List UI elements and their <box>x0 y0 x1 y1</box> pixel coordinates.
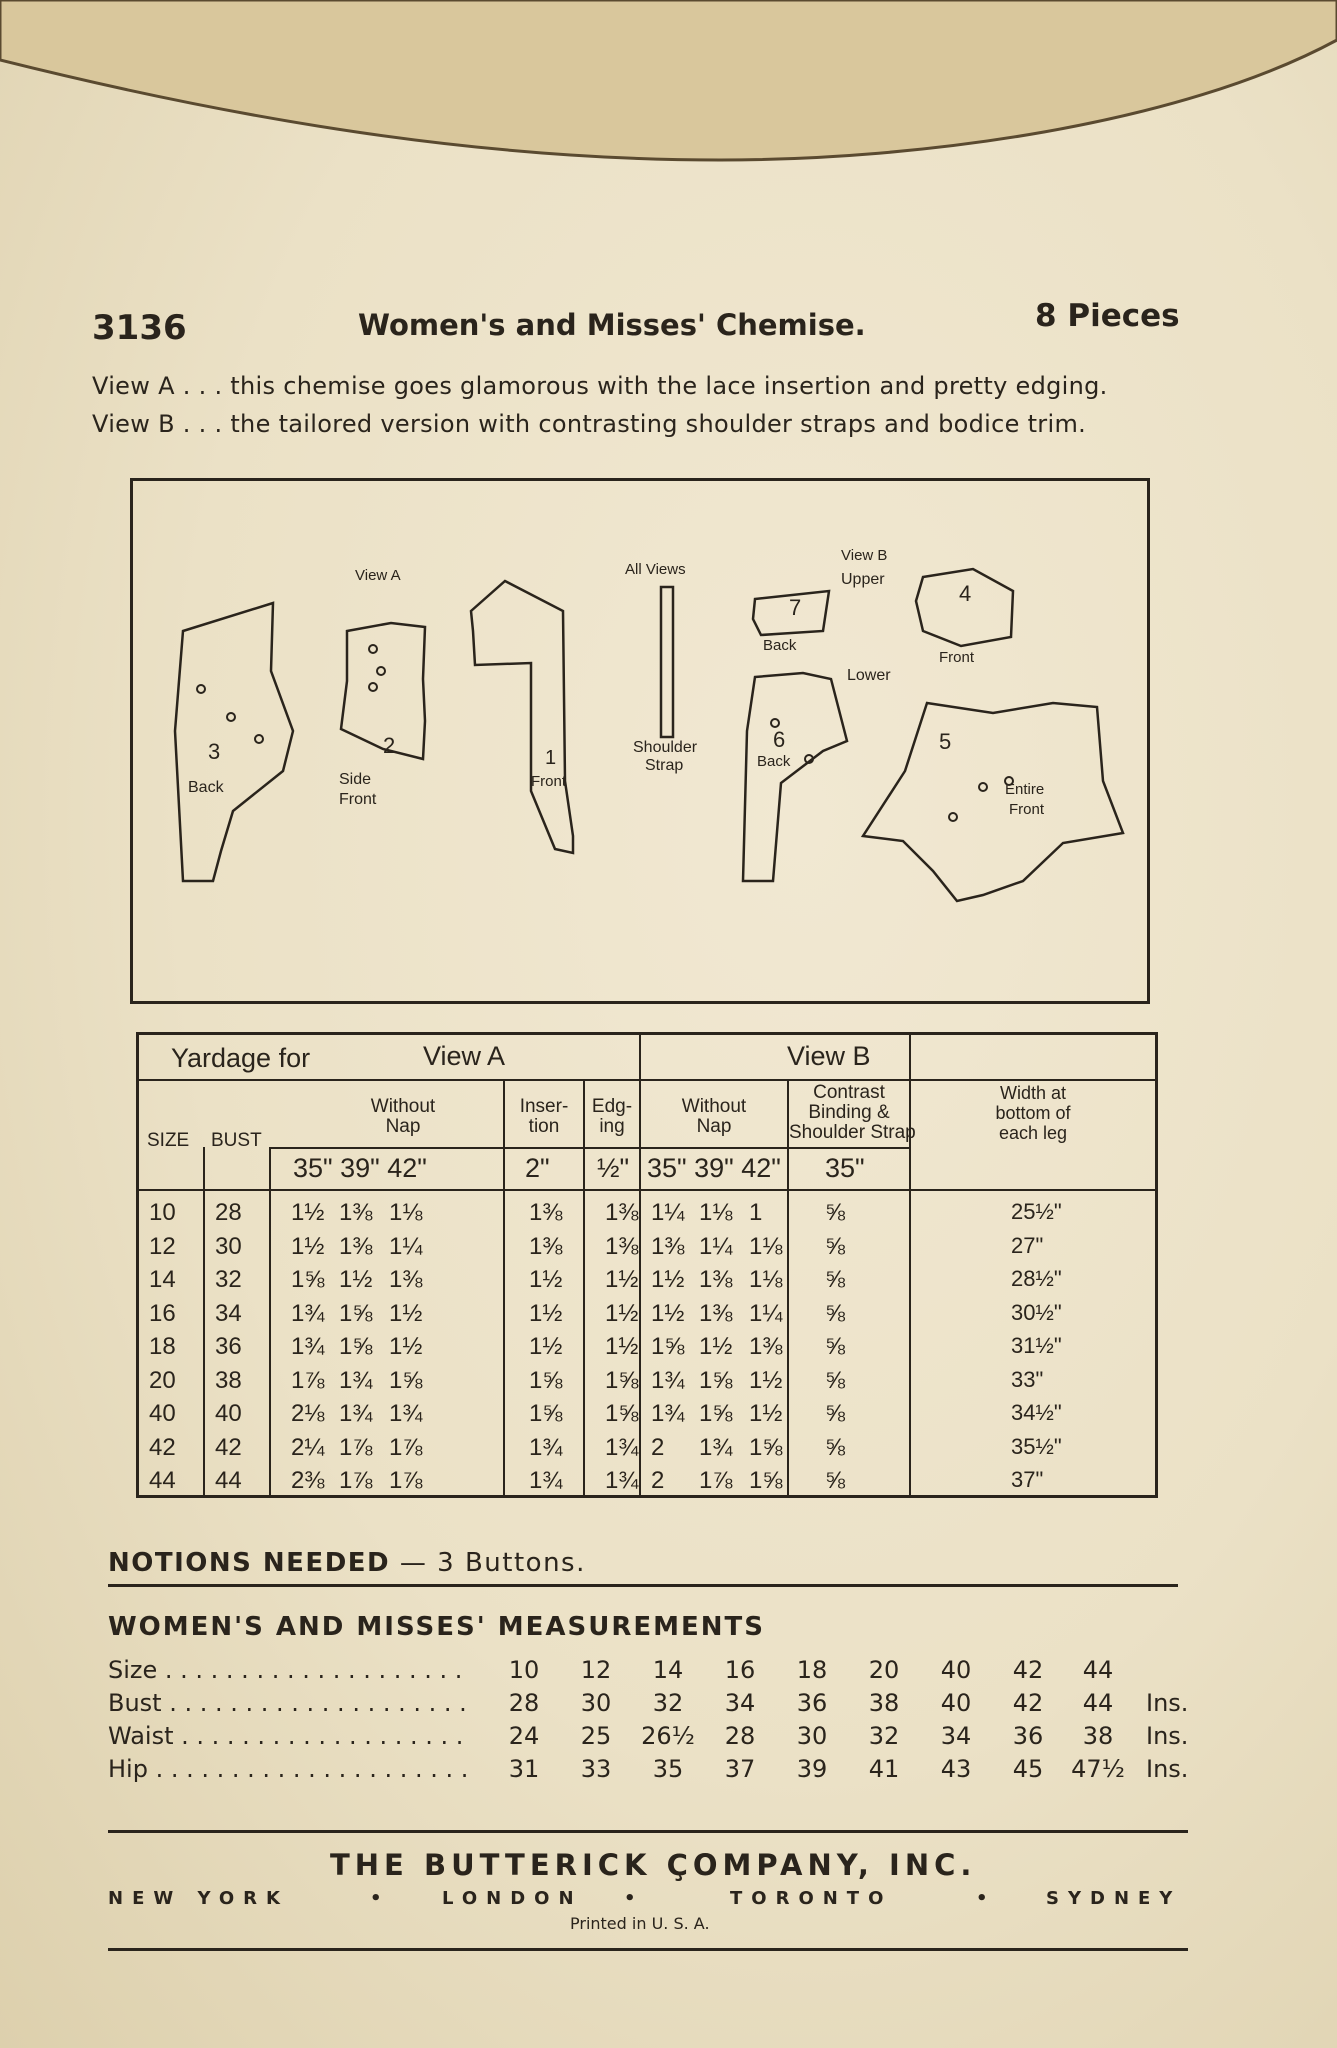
divider <box>108 1948 1188 1951</box>
view-a-heading: View A <box>423 1041 506 1071</box>
yardage-cell-va-42: 1⅝ <box>389 1366 423 1394</box>
city-toronto: TORONTO <box>730 1888 893 1909</box>
piece-1-front-shape <box>471 581 573 853</box>
yardage-cell-insertion: 1⅝ <box>529 1366 563 1394</box>
yardage-cell-leg-width: 31½" <box>1011 1333 1062 1358</box>
city-bullet: • <box>624 1888 636 1909</box>
yardage-cell-va-35: 1⅝ <box>291 1266 325 1293</box>
insertion-heading-2: tion <box>528 1116 560 1137</box>
notions-label: NOTIONS NEEDED <box>108 1548 391 1578</box>
measurement-value: 26½ <box>641 1722 695 1750</box>
yardage-cell-vb-42: 1⅝ <box>749 1467 783 1494</box>
yardage-cell-size: 20 <box>149 1366 176 1394</box>
yardage-cell-insertion: 1½ <box>529 1266 563 1293</box>
measurement-value: 40 <box>940 1656 972 1684</box>
view-a-without-nap-2: Nap <box>385 1116 421 1137</box>
yardage-cell-va-42: 1⅛ <box>389 1199 423 1226</box>
yardage-cell-va-42: 1⅞ <box>389 1467 423 1494</box>
measurement-label: Waist . . . . . . . . . . . . . . . . . . . <box>108 1722 464 1750</box>
piece-7-number: 7 <box>789 595 802 620</box>
view-b-widths: 35" 39" 42" <box>647 1153 781 1183</box>
size-heading: SIZE <box>147 1130 190 1151</box>
measurement-value: 10 <box>508 1656 540 1684</box>
yardage-cell-vb-42: 1 <box>749 1199 763 1226</box>
measurement-value: 24 <box>508 1722 540 1750</box>
yardage-cell-size: 12 <box>149 1232 176 1260</box>
measurement-value: 34 <box>940 1722 972 1750</box>
yardage-cell-contrast: ⅝ <box>825 1467 846 1494</box>
yardage-cell-leg-width: 34½" <box>1011 1400 1062 1425</box>
pattern-pieces-diagram <box>130 478 1150 1004</box>
yardage-cell-bust: 34 <box>215 1299 242 1327</box>
view-a-widths: 35" 39" 42" <box>293 1153 427 1183</box>
notch-mark <box>949 813 957 821</box>
measurement-value: 37 <box>724 1755 756 1783</box>
measurement-label: Size . . . . . . . . . . . . . . . . . . . . <box>108 1656 463 1684</box>
yardage-cell-contrast: ⅝ <box>825 1199 846 1226</box>
yardage-cell-size: 10 <box>149 1199 176 1226</box>
measurement-value: 30 <box>580 1689 612 1717</box>
piece-7-label: Back <box>763 637 797 654</box>
measurement-value: 28 <box>508 1689 540 1717</box>
yardage-cell-va-35: 2⅛ <box>291 1400 325 1427</box>
yardage-cell-va-35: 1½ <box>291 1232 325 1260</box>
edging-width: ½" <box>597 1153 630 1183</box>
yardage-cell-contrast: ⅝ <box>825 1366 846 1394</box>
yardage-cell-vb-39: 1⅜ <box>699 1299 733 1327</box>
envelope-flap <box>0 0 1337 200</box>
view-b-without-nap-2: Nap <box>696 1116 732 1137</box>
measurement-value: 25 <box>580 1722 612 1750</box>
yardage-cell-size: 14 <box>149 1266 176 1293</box>
yardage-cell-va-42: 1¼ <box>389 1232 423 1260</box>
yardage-cell-va-39: 1½ <box>339 1266 373 1293</box>
city-new-york: NEW YORK <box>108 1888 289 1909</box>
width-heading-1: Width at <box>999 1083 1067 1103</box>
contrast-width: 35" <box>825 1153 865 1183</box>
piece-4-number: 4 <box>959 581 972 606</box>
yardage-cell-vb-35: 1⅜ <box>651 1232 685 1260</box>
piece-6-number: 6 <box>773 727 786 752</box>
yardage-cell-bust: 30 <box>215 1232 242 1260</box>
yardage-cell-va-39: 1⅝ <box>339 1299 373 1327</box>
view-a-label: View A <box>355 567 401 584</box>
piece-6-label: Back <box>757 753 791 770</box>
yardage-cell-vb-35: 1⅝ <box>651 1333 685 1360</box>
notch-mark <box>377 667 385 675</box>
yardage-cell-vb-35: 1½ <box>651 1299 685 1327</box>
yardage-cell-vb-35: 1¾ <box>651 1400 685 1427</box>
divider <box>108 1584 1178 1587</box>
measurement-value: 28 <box>724 1722 756 1750</box>
view-b-description: View B . . . the tailored version with contrasting shoulder straps and bodice trim. <box>92 410 1087 438</box>
yardage-cell-contrast: ⅝ <box>825 1333 846 1360</box>
notions-text: — 3 Buttons. <box>390 1548 586 1578</box>
yardage-cell-vb-39: 1⅝ <box>699 1400 733 1427</box>
yardage-cell-bust: 32 <box>215 1266 242 1293</box>
divider <box>108 1830 1188 1833</box>
yardage-cell-leg-width: 35½" <box>1011 1433 1062 1459</box>
piece-count: 8 Pieces <box>1035 298 1180 334</box>
notions-needed <box>108 1548 586 1578</box>
yardage-cell-va-35: 1¾ <box>291 1299 325 1327</box>
yardage-cell-leg-width: 27" <box>1011 1232 1044 1258</box>
yardage-cell-va-35: 1⅞ <box>291 1366 325 1394</box>
width-heading-3: each leg <box>998 1123 1068 1143</box>
measurement-value: 38 <box>868 1689 900 1717</box>
view-b-label: View B <box>841 547 888 564</box>
piece-3-label: Back <box>188 779 224 796</box>
measurement-value: 43 <box>940 1755 972 1783</box>
notch-mark <box>255 735 263 743</box>
yardage-cell-contrast: ⅝ <box>825 1400 846 1427</box>
piece-6-back-shape <box>743 673 847 881</box>
yardage-cell-vb-39: 1¼ <box>699 1232 733 1260</box>
printed-in: Printed in U. S. A. <box>570 1914 710 1933</box>
measurement-value: 44 <box>1082 1656 1114 1684</box>
yardage-cell-edging: 1½ <box>605 1299 639 1327</box>
piece-2-label-side: Side <box>339 771 372 788</box>
yardage-cell-vb-42: 1½ <box>749 1366 783 1394</box>
notch-mark <box>369 645 377 653</box>
yardage-cell-vb-39: 1⅝ <box>699 1366 733 1394</box>
yardage-cell-bust: 40 <box>215 1400 242 1427</box>
bust-heading: BUST <box>211 1130 262 1151</box>
yardage-cell-contrast: ⅝ <box>825 1299 846 1327</box>
yardage-cell-leg-width: 25½" <box>1011 1199 1062 1224</box>
yardage-cell-insertion: 1⅜ <box>529 1199 563 1226</box>
yardage-cell-vb-42: 1⅜ <box>749 1333 783 1360</box>
yardage-cell-vb-35: 1¼ <box>651 1199 685 1226</box>
yardage-cell-va-39: 1⅝ <box>339 1333 373 1360</box>
yardage-cell-va-39: 1⅜ <box>339 1232 373 1260</box>
piece-2-number: 2 <box>383 733 396 758</box>
measurement-value: 12 <box>580 1656 612 1684</box>
yardage-cell-va-35: 1¾ <box>291 1333 325 1360</box>
notch-mark <box>227 713 235 721</box>
yardage-cell-size: 16 <box>149 1299 176 1327</box>
measurement-value: 32 <box>652 1689 684 1717</box>
yardage-cell-vb-39: 1¾ <box>699 1433 733 1461</box>
city-london: LONDON <box>442 1888 583 1909</box>
contrast-heading-2: Binding & <box>808 1102 890 1123</box>
yardage-cell-va-42: 1½ <box>389 1333 423 1360</box>
piece-5-label-entire: Entire <box>1005 781 1045 798</box>
yardage-cell-edging: 1⅝ <box>605 1366 639 1394</box>
yardage-cell-bust: 44 <box>215 1467 242 1494</box>
yardage-cell-vb-39: 1½ <box>699 1333 733 1360</box>
yardage-cell-va-39: 1⅞ <box>339 1433 373 1461</box>
notch-mark <box>979 783 987 791</box>
piece-2-label-front: Front <box>339 791 377 808</box>
pattern-title: Women's and Misses' Chemise. <box>358 308 866 342</box>
yardage-cell-edging: 1½ <box>605 1266 639 1293</box>
yardage-cell-edging: 1¾ <box>605 1433 639 1461</box>
measurement-value: 20 <box>868 1656 900 1684</box>
yardage-cell-edging: 1⅝ <box>605 1400 639 1427</box>
measurement-value: 33 <box>580 1755 612 1783</box>
view-a-description: View A . . . this chemise goes glamorous with the lace insertion and pretty edging. <box>92 372 1108 400</box>
yardage-cell-va-42: 1⅜ <box>389 1266 423 1293</box>
yardage-cell-bust: 38 <box>215 1366 242 1394</box>
edging-heading-2: ing <box>599 1116 625 1137</box>
yardage-cell-vb-39: 1⅞ <box>699 1467 733 1494</box>
yardage-cell-va-39: 1¾ <box>339 1400 373 1427</box>
measurement-value: 36 <box>1012 1722 1044 1750</box>
yardage-cell-vb-42: 1½ <box>749 1400 783 1427</box>
city-bullet: • <box>976 1888 988 1909</box>
measurement-value: 44 <box>1082 1689 1114 1717</box>
width-heading-2: bottom of <box>995 1103 1071 1123</box>
measurement-value: 38 <box>1082 1722 1114 1750</box>
yardage-cell-vb-35: 1½ <box>651 1266 685 1293</box>
measurement-label: Hip . . . . . . . . . . . . . . . . . . . . . <box>108 1755 469 1783</box>
insertion-heading-1: Inser- <box>519 1096 569 1117</box>
measurement-unit: Ins. <box>1146 1689 1189 1717</box>
piece-4-label: Front <box>939 649 975 666</box>
yardage-cell-va-39: 1⅞ <box>339 1467 373 1494</box>
yardage-cell-va-42: 1⅞ <box>389 1433 423 1461</box>
yardage-cell-vb-35: 1¾ <box>651 1366 685 1394</box>
shoulder-strap-label-2: Strap <box>645 757 684 774</box>
notch-mark <box>369 683 377 691</box>
yardage-cell-insertion: 1¾ <box>529 1433 563 1461</box>
yardage-cell-vb-35: 2 <box>651 1433 665 1461</box>
measurement-value: 30 <box>796 1722 828 1750</box>
pattern-number: 3136 <box>92 308 187 348</box>
piece-5-number: 5 <box>939 729 952 754</box>
yardage-cell-insertion: 1⅜ <box>529 1232 563 1260</box>
yardage-cell-leg-width: 30½" <box>1011 1299 1062 1325</box>
piece-shoulder-strap-shape <box>661 587 673 737</box>
piece-5-label-front: Front <box>1009 801 1045 818</box>
yardage-cell-edging: 1⅜ <box>605 1199 639 1226</box>
measurement-unit: Ins. <box>1146 1722 1189 1750</box>
yardage-cell-leg-width: 28½" <box>1011 1266 1062 1291</box>
measurement-value: 39 <box>796 1755 828 1783</box>
yardage-cell-vb-42: 1⅝ <box>749 1433 783 1461</box>
view-b-without-nap-1: Without <box>681 1096 747 1117</box>
company-name: THE BUTTERICK ÇOMPANY, INC. <box>330 1848 977 1882</box>
measurement-value: 34 <box>724 1689 756 1717</box>
city-bullet: • <box>370 1888 382 1909</box>
measurement-value: 16 <box>724 1656 756 1684</box>
contrast-heading-3: Shoulder Strap <box>789 1122 916 1143</box>
yardage-cell-contrast: ⅝ <box>825 1266 846 1293</box>
yardage-cell-vb-42: 1¼ <box>749 1299 783 1327</box>
yardage-cell-va-35: 1½ <box>291 1199 325 1226</box>
yardage-cell-size: 42 <box>149 1433 176 1461</box>
yardage-cell-bust: 42 <box>215 1433 242 1461</box>
all-views-label: All Views <box>625 561 686 578</box>
yardage-cell-edging: 1⅜ <box>605 1232 639 1260</box>
yardage-cell-size: 44 <box>149 1467 176 1494</box>
yardage-cell-vb-42: 1⅛ <box>749 1266 783 1293</box>
piece-5-entire-front-shape <box>863 703 1123 901</box>
measurement-value: 35 <box>652 1755 684 1783</box>
measurement-value: 41 <box>868 1755 900 1783</box>
piece-1-number: 1 <box>545 747 557 769</box>
yardage-cell-va-39: 1⅜ <box>339 1199 373 1226</box>
yardage-cell-vb-42: 1⅛ <box>749 1232 783 1260</box>
yardage-cell-contrast: ⅝ <box>825 1232 846 1260</box>
measurements-title: WOMEN'S AND MISSES' MEASUREMENTS <box>108 1612 765 1642</box>
view-a-without-nap-1: Without <box>370 1096 436 1117</box>
yardage-cell-leg-width: 37" <box>1011 1467 1044 1492</box>
yardage-for-label: Yardage for <box>171 1043 311 1073</box>
measurement-value: 14 <box>652 1656 684 1684</box>
edging-heading-1: Edg- <box>591 1096 633 1117</box>
measurement-value: 45 <box>1012 1755 1044 1783</box>
measurement-value: 32 <box>868 1722 900 1750</box>
shoulder-strap-label-1: Shoulder <box>633 739 698 756</box>
measurement-value: 42 <box>1012 1689 1044 1717</box>
upper-label: Upper <box>841 571 885 588</box>
yardage-cell-insertion: 1½ <box>529 1299 563 1327</box>
yardage-table <box>136 1032 1158 1498</box>
yardage-cell-insertion: 1⅝ <box>529 1400 563 1427</box>
yardage-cell-va-39: 1¾ <box>339 1366 373 1394</box>
city-sydney: SYDNEY <box>1046 1888 1182 1909</box>
notch-mark <box>197 685 205 693</box>
piece-3-number: 3 <box>208 739 221 764</box>
yardage-cell-va-35: 2⅜ <box>291 1467 325 1494</box>
yardage-cell-insertion: 1½ <box>529 1333 563 1360</box>
measurement-unit: Ins. <box>1146 1755 1189 1783</box>
view-b-heading: View B <box>787 1041 871 1071</box>
measurement-value: 40 <box>940 1689 972 1717</box>
measurement-value: 42 <box>1012 1656 1044 1684</box>
insertion-width: 2" <box>525 1153 550 1183</box>
yardage-cell-vb-35: 2 <box>651 1467 665 1494</box>
yardage-cell-contrast: ⅝ <box>825 1433 846 1461</box>
notch-mark <box>771 719 779 727</box>
yardage-cell-size: 40 <box>149 1400 176 1427</box>
piece-3-back-shape <box>175 603 293 881</box>
measurement-label: Bust . . . . . . . . . . . . . . . . . . . . <box>108 1689 467 1717</box>
piece-1-label: Front <box>531 773 567 790</box>
measurement-value: 36 <box>796 1689 828 1717</box>
contrast-heading-1: Contrast <box>813 1082 885 1103</box>
lower-label: Lower <box>847 667 891 684</box>
yardage-cell-bust: 36 <box>215 1333 242 1360</box>
measurement-value: 18 <box>796 1656 828 1684</box>
yardage-cell-leg-width: 33" <box>1011 1366 1044 1392</box>
yardage-cell-size: 18 <box>149 1333 176 1360</box>
yardage-cell-insertion: 1¾ <box>529 1467 563 1494</box>
yardage-cell-edging: 1¾ <box>605 1467 639 1494</box>
yardage-cell-vb-39: 1⅜ <box>699 1266 733 1293</box>
yardage-cell-edging: 1½ <box>605 1333 639 1360</box>
yardage-cell-vb-39: 1⅛ <box>699 1199 733 1226</box>
yardage-cell-va-42: 1¾ <box>389 1400 423 1427</box>
yardage-cell-va-42: 1½ <box>389 1299 423 1327</box>
measurement-value: 47½ <box>1071 1755 1125 1783</box>
measurement-value: 31 <box>508 1755 540 1783</box>
yardage-cell-va-35: 2¼ <box>291 1433 325 1461</box>
yardage-cell-bust: 28 <box>215 1199 242 1226</box>
